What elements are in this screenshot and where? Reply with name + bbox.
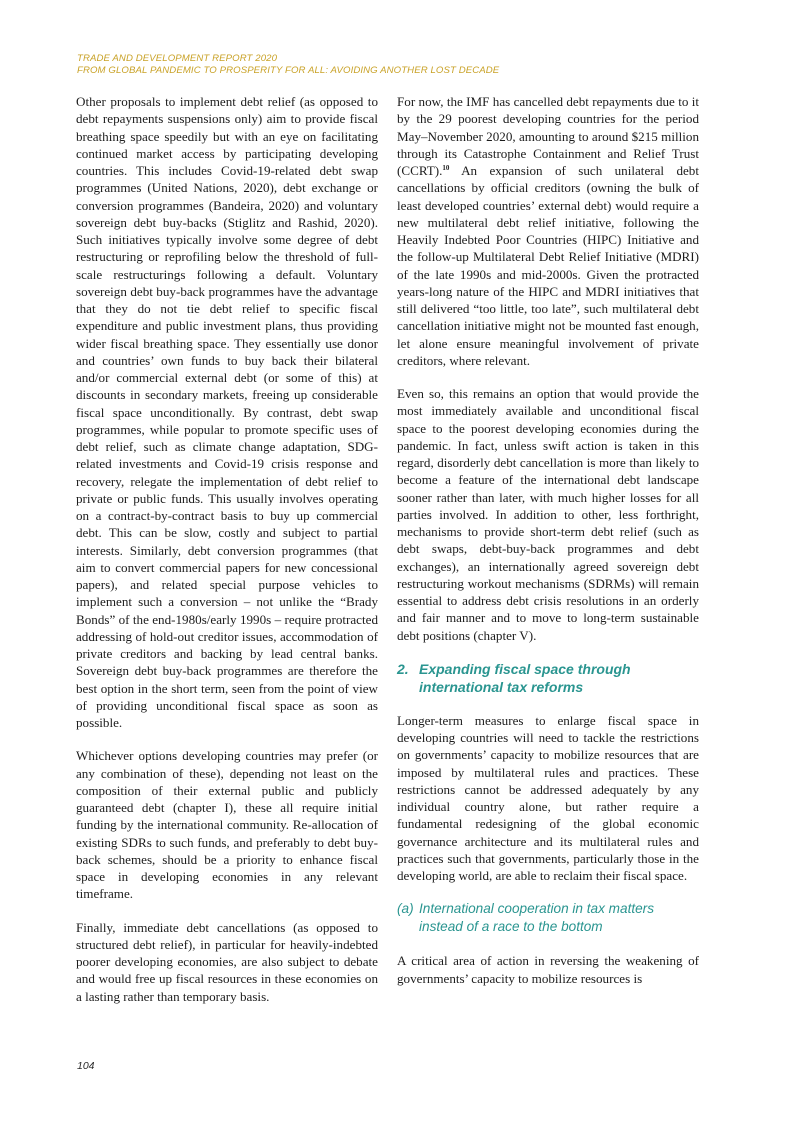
paragraph-critical-area: A critical area of action in reversing the weakening of governments’ capacity to mobilize resources is: [397, 953, 699, 986]
paragraph-initial-funding: Whichever options developing countries may prefer (or any combination of these), depending not least on the composition of their external public and publicly guaranteed debt (chapter I), these all require initial funding by the international community. Re-allocation of existing SDRs to such funds, and preferably to debt buy-back schemes, should be a priority to enhance fiscal space in developing economies in any relevant timeframe.: [76, 748, 378, 902]
section-title: Expanding fiscal space through international tax reforms: [419, 660, 631, 695]
running-header: [77, 53, 717, 77]
paragraph-imf-cancellation: [397, 93, 699, 369]
subsection-number: (a): [397, 901, 414, 917]
left-column: [76, 93, 378, 1021]
subsection-heading: [397, 900, 699, 936]
paragraph-text: For now, the IMF has cancelled debt repayments due to it by the 29 poorest developing countries for the period May–November 2020, amounting to around $215 million through its Catastrophe Containment and Relief Trust (CCRT).: [397, 94, 699, 178]
subsection-title: International cooperation in tax matters instead of a race to the bottom: [419, 901, 655, 935]
paragraph-longer-term-measures: Longer-term measures to enlarge fiscal space in developing countries will need to tackle the restrictions on governments’ capacity to mobilize resources that are imposed by multilateral rules and practices. These restrictions cannot be addressed adequately by any individual country alone, but rather require a fundamental redesigning of the global economic governance architecture and its multilateral rules and practices such that governments, particularly those in the developing world, are able to reclaim their fiscal space.: [397, 712, 699, 883]
report-subtitle: FROM GLOBAL PANDEMIC TO PROSPERITY FOR ALL: AVOIDING ANOTHER LOST DECADE: [77, 65, 500, 76]
paragraph-debt-cancellations: Finally, immediate debt cancellations (as opposed to structured debt relief), in particular for heavily-indebted poorer developing economies, are also subject to debate and would free up fiscal resources in these economies on a lasting rather than temporary basis.: [76, 919, 378, 1004]
paragraph-debt-relief-proposals: Other proposals to implement debt relief (as opposed to debt repayments suspensions only) aim to provide fiscal breathing space speedily but with an eye on facilitating continued market access by participating developing countries. This includes Covid-19-related debt swap programmes (United Nations, 2020), debt exchange or conversion programmes (Bandeira, 2020) and voluntary sovereign debt buy-backs (Stiglitz and Rashid, 2020). Such initiatives typically involve some degree of debt restructuring or reprofiling below the threshold of full-scale restructurings following a default. Voluntary sovereign debt buy-back programmes have the advantage that they do not tie debt relief to specific fiscal expenditure and public investment plans, thus providing wider fiscal breathing space. They essentially use donor and countries’ own funds to buy back their bilateral and/or commercial external debt (or some of this) at discounts in secondary markets, freeing up considerable fiscal space unconditionally. By contrast, debt swap programmes, while popular to promote specific uses of debt relief, such as climate change adaptation, SDG-related investments and Covid-19 crisis response and recovery, relegate the implementation of debt relief to private or public funds. This usually involves operating on a contract-by-contract basis to buy up commercial debt. This can be slow, costly and subject to partial interests. Similarly, debt conversion programmes (that aim to convert commercial papers for new concessional papers), and related special purpose vehicles to implement such a conversion – not unlike the “Brady Bonds” of the end-1980s/early 1990s – require protracted addressing of hold-out creditor issues, accommodation of private creditors and backing by lead central banks. Sovereign debt buy-back programmes are therefore the best option in the short term, seen from the point of view of providing unconditional fiscal space as soon as possible.: [76, 94, 378, 730]
section-heading: [397, 660, 699, 696]
footnote-reference[interactable]: 10: [442, 164, 450, 172]
report-title: TRADE AND DEVELOPMENT REPORT 2020: [77, 53, 278, 64]
paragraph-option-fiscal-space: Even so, this remains an option that would provide the most immediately available and unconditional fiscal space to the poorest developing economies during the pandemic. In fact, unless swift action is taken in this regard, disorderly debt cancellation is more than likely to become a feature of the international debt landscape sooner rather than later, with much higher losses for all parties involved. In addition to other, less forthright, mechanisms to provide short-term debt relief (such as debt swaps, debt-buy-back programmes and debt exchanges), an internationally agreed sovereign debt restructuring workout mechanisms (SDRMs) will remain essential to address debt crisis resolutions in an orderly and fair manner and to move to long-term sustainable debt positions (chapter V).: [397, 386, 699, 643]
right-column: [397, 93, 699, 1003]
paragraph-text: An expansion of such unilateral debt cancellations by official creditors (owning the bulk of least developed countries’ external debt) would require a new multilateral debt relief initiative, following the Heavily Indebted Poor Countries (HIPC) Initiative and the follow-up Multilateral Debt Relief Initiative (MDRI) of the late 1990s and mid-2000s. Given the protracted years-long nature of the HIPC and MDRI initiatives that still delivered “too little, too late”, such multilateral debt cancellation initiative might not be mounted fast enough, let alone ensure meaningful involvement of private creditors, where relevant.: [397, 163, 699, 368]
section-number: 2.: [397, 660, 409, 677]
page-number: 104: [77, 1060, 95, 1072]
